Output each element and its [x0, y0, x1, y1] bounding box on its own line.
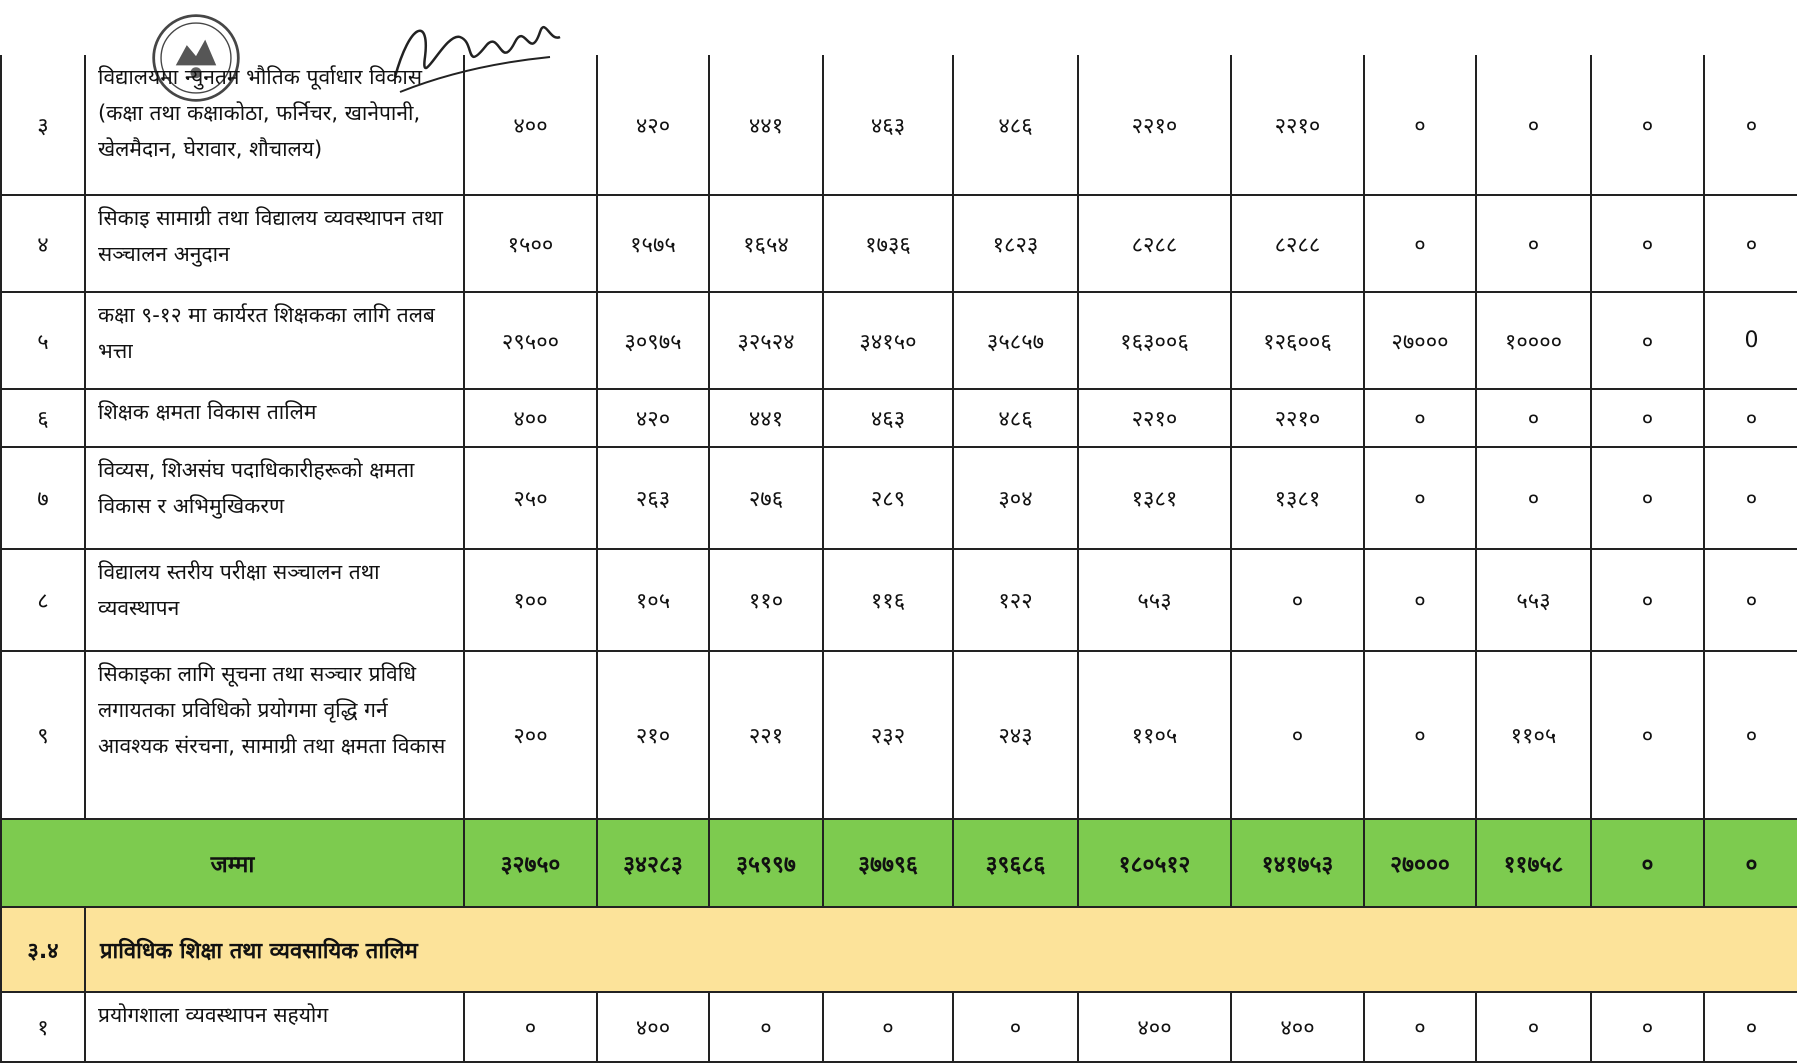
activity-description: विव्यस, शिअसंघ पदाधिकारीहरूको क्षमता विकास र अभिमुखिकरण: [85, 447, 464, 549]
total-cell: २७०००: [1364, 819, 1476, 907]
table-row: [1, 992, 1797, 1062]
value-cell: १६३००६: [1078, 292, 1231, 389]
value-cell: ०: [1704, 389, 1797, 447]
table-row: [1, 447, 1797, 549]
value-cell: ४००: [1231, 992, 1364, 1062]
value-cell: ८२८८: [1231, 195, 1364, 292]
value-cell: ४२०: [597, 55, 709, 195]
value-cell: ०: [1476, 55, 1591, 195]
value-cell: १८२३: [953, 195, 1078, 292]
value-cell: ३२५२४: [709, 292, 823, 389]
activity-description: प्रयोगशाला व्यवस्थापन सहयोग: [85, 992, 464, 1062]
value-cell: ०: [1364, 55, 1476, 195]
value-cell: ४००: [464, 55, 597, 195]
value-cell: ५५३: [1078, 549, 1231, 651]
total-cell: ०: [1591, 819, 1704, 907]
value-cell: १००: [464, 549, 597, 651]
value-cell: २२१०: [1078, 389, 1231, 447]
value-cell: ११६: [823, 549, 953, 651]
value-cell: २२१: [709, 651, 823, 819]
total-cell: ३९६८६: [953, 819, 1078, 907]
value-cell: ०: [823, 992, 953, 1062]
table-row: [1, 195, 1797, 292]
value-cell: २६३: [597, 447, 709, 549]
value-cell: ४००: [597, 992, 709, 1062]
value-cell: १०५: [597, 549, 709, 651]
serial-number: ५: [1, 292, 85, 389]
value-cell: २००: [464, 651, 597, 819]
total-cell: १४१७५३: [1231, 819, 1364, 907]
value-cell: ४२०: [597, 389, 709, 447]
value-cell: २५०: [464, 447, 597, 549]
value-cell: ०: [464, 992, 597, 1062]
section-number: ३.४: [1, 907, 85, 992]
value-cell: ०: [1591, 447, 1704, 549]
value-cell: ०: [1476, 195, 1591, 292]
value-cell: ३४१५०: [823, 292, 953, 389]
value-cell: ०: [1591, 389, 1704, 447]
total-cell: ०: [1704, 819, 1797, 907]
total-cell: ३४२८३: [597, 819, 709, 907]
value-cell: ०: [1704, 447, 1797, 549]
total-label: जम्मा: [1, 819, 464, 907]
value-cell: ४४१: [709, 389, 823, 447]
value-cell: ०: [1591, 992, 1704, 1062]
value-cell: ८२८८: [1078, 195, 1231, 292]
value-cell: ३०९७५: [597, 292, 709, 389]
value-cell: ०: [1591, 651, 1704, 819]
activity-description: विद्यालय स्तरीय परीक्षा सञ्चालन तथा व्यवस्थापन: [85, 549, 464, 651]
value-cell: १२६००६: [1231, 292, 1364, 389]
value-cell: १५७५: [597, 195, 709, 292]
activity-description: शिक्षक क्षमता विकास तालिम: [85, 389, 464, 447]
value-cell: ०: [1704, 549, 1797, 651]
value-cell: २८९: [823, 447, 953, 549]
serial-number: ४: [1, 195, 85, 292]
table-body: [1, 55, 1797, 1062]
value-cell: ११०५: [1476, 651, 1591, 819]
activity-description: विद्यालयमा न्युनतम भौतिक पूर्वाधार विकास (कक्षा तथा कक्षाकोठा, फर्निचर, खानेपानी, खेलमैदान, घेरावार, शौचालय): [85, 55, 464, 195]
value-cell: ४६३: [823, 389, 953, 447]
serial-number: १: [1, 992, 85, 1062]
value-cell: ०: [1704, 651, 1797, 819]
value-cell: २४३: [953, 651, 1078, 819]
serial-number: ८: [1, 549, 85, 651]
value-cell: ०: [1364, 992, 1476, 1062]
section-title: प्राविधिक शिक्षा तथा व्यवसायिक तालिम: [85, 907, 1797, 992]
table-row: [1, 389, 1797, 447]
value-cell: ०: [1591, 549, 1704, 651]
value-cell: ४००: [1078, 992, 1231, 1062]
value-cell: ५५३: [1476, 549, 1591, 651]
value-cell: ०: [1704, 992, 1797, 1062]
value-cell: 0: [1704, 292, 1797, 389]
value-cell: ४४१: [709, 55, 823, 195]
value-cell: ०: [1364, 389, 1476, 447]
value-cell: ०: [709, 992, 823, 1062]
table-row: [1, 55, 1797, 195]
activity-description: सिकाइका लागि सूचना तथा सञ्चार प्रविधि लगायतका प्रविधिको प्रयोगमा वृद्धि गर्न आवश्यक संरचना, सामाग्री तथा क्षमता विकास: [85, 651, 464, 819]
value-cell: ०: [1476, 992, 1591, 1062]
value-cell: १२२: [953, 549, 1078, 651]
serial-number: ६: [1, 389, 85, 447]
total-cell: ३२७५०: [464, 819, 597, 907]
value-cell: ०: [1364, 195, 1476, 292]
activity-description: सिकाइ सामाग्री तथा विद्यालय व्यवस्थापन तथा सञ्चालन अनुदान: [85, 195, 464, 292]
value-cell: ०: [1364, 447, 1476, 549]
value-cell: ४८६: [953, 389, 1078, 447]
value-cell: ०: [1591, 195, 1704, 292]
total-cell: ३७७९६: [823, 819, 953, 907]
serial-number: ९: [1, 651, 85, 819]
value-cell: १७३६: [823, 195, 953, 292]
value-cell: ०: [1476, 447, 1591, 549]
budget-table: [0, 55, 1797, 1063]
value-cell: २९५००: [464, 292, 597, 389]
value-cell: ०: [1704, 195, 1797, 292]
table-row: [1, 651, 1797, 819]
value-cell: २१०: [597, 651, 709, 819]
value-cell: ४८६: [953, 55, 1078, 195]
value-cell: ०: [1704, 55, 1797, 195]
total-row: [1, 819, 1797, 907]
value-cell: १६५४: [709, 195, 823, 292]
value-cell: ३०४: [953, 447, 1078, 549]
value-cell: २७६: [709, 447, 823, 549]
table-row: [1, 549, 1797, 651]
value-cell: १३८१: [1231, 447, 1364, 549]
serial-number: ७: [1, 447, 85, 549]
section-header-row: [1, 907, 1797, 992]
value-cell: २३२: [823, 651, 953, 819]
value-cell: ०: [953, 992, 1078, 1062]
value-cell: ०: [1231, 651, 1364, 819]
value-cell: १३८१: [1078, 447, 1231, 549]
value-cell: २२१०: [1078, 55, 1231, 195]
value-cell: ४६३: [823, 55, 953, 195]
value-cell: ४००: [464, 389, 597, 447]
value-cell: २२१०: [1231, 55, 1364, 195]
value-cell: ०: [1364, 651, 1476, 819]
value-cell: ०: [1364, 549, 1476, 651]
activity-description: कक्षा ९-१२ मा कार्यरत शिक्षकका लागि तलब भत्ता: [85, 292, 464, 389]
total-cell: ११७५८: [1476, 819, 1591, 907]
value-cell: २२१०: [1231, 389, 1364, 447]
value-cell: ३५८५७: [953, 292, 1078, 389]
value-cell: ०: [1476, 389, 1591, 447]
total-cell: १८०५१२: [1078, 819, 1231, 907]
table-row: [1, 292, 1797, 389]
value-cell: ११०५: [1078, 651, 1231, 819]
value-cell: १५००: [464, 195, 597, 292]
value-cell: १००००: [1476, 292, 1591, 389]
value-cell: ०: [1591, 55, 1704, 195]
value-cell: ०: [1231, 549, 1364, 651]
serial-number: ३: [1, 55, 85, 195]
total-cell: ३५९९७: [709, 819, 823, 907]
value-cell: ११०: [709, 549, 823, 651]
value-cell: ०: [1591, 292, 1704, 389]
value-cell: २७०००: [1364, 292, 1476, 389]
